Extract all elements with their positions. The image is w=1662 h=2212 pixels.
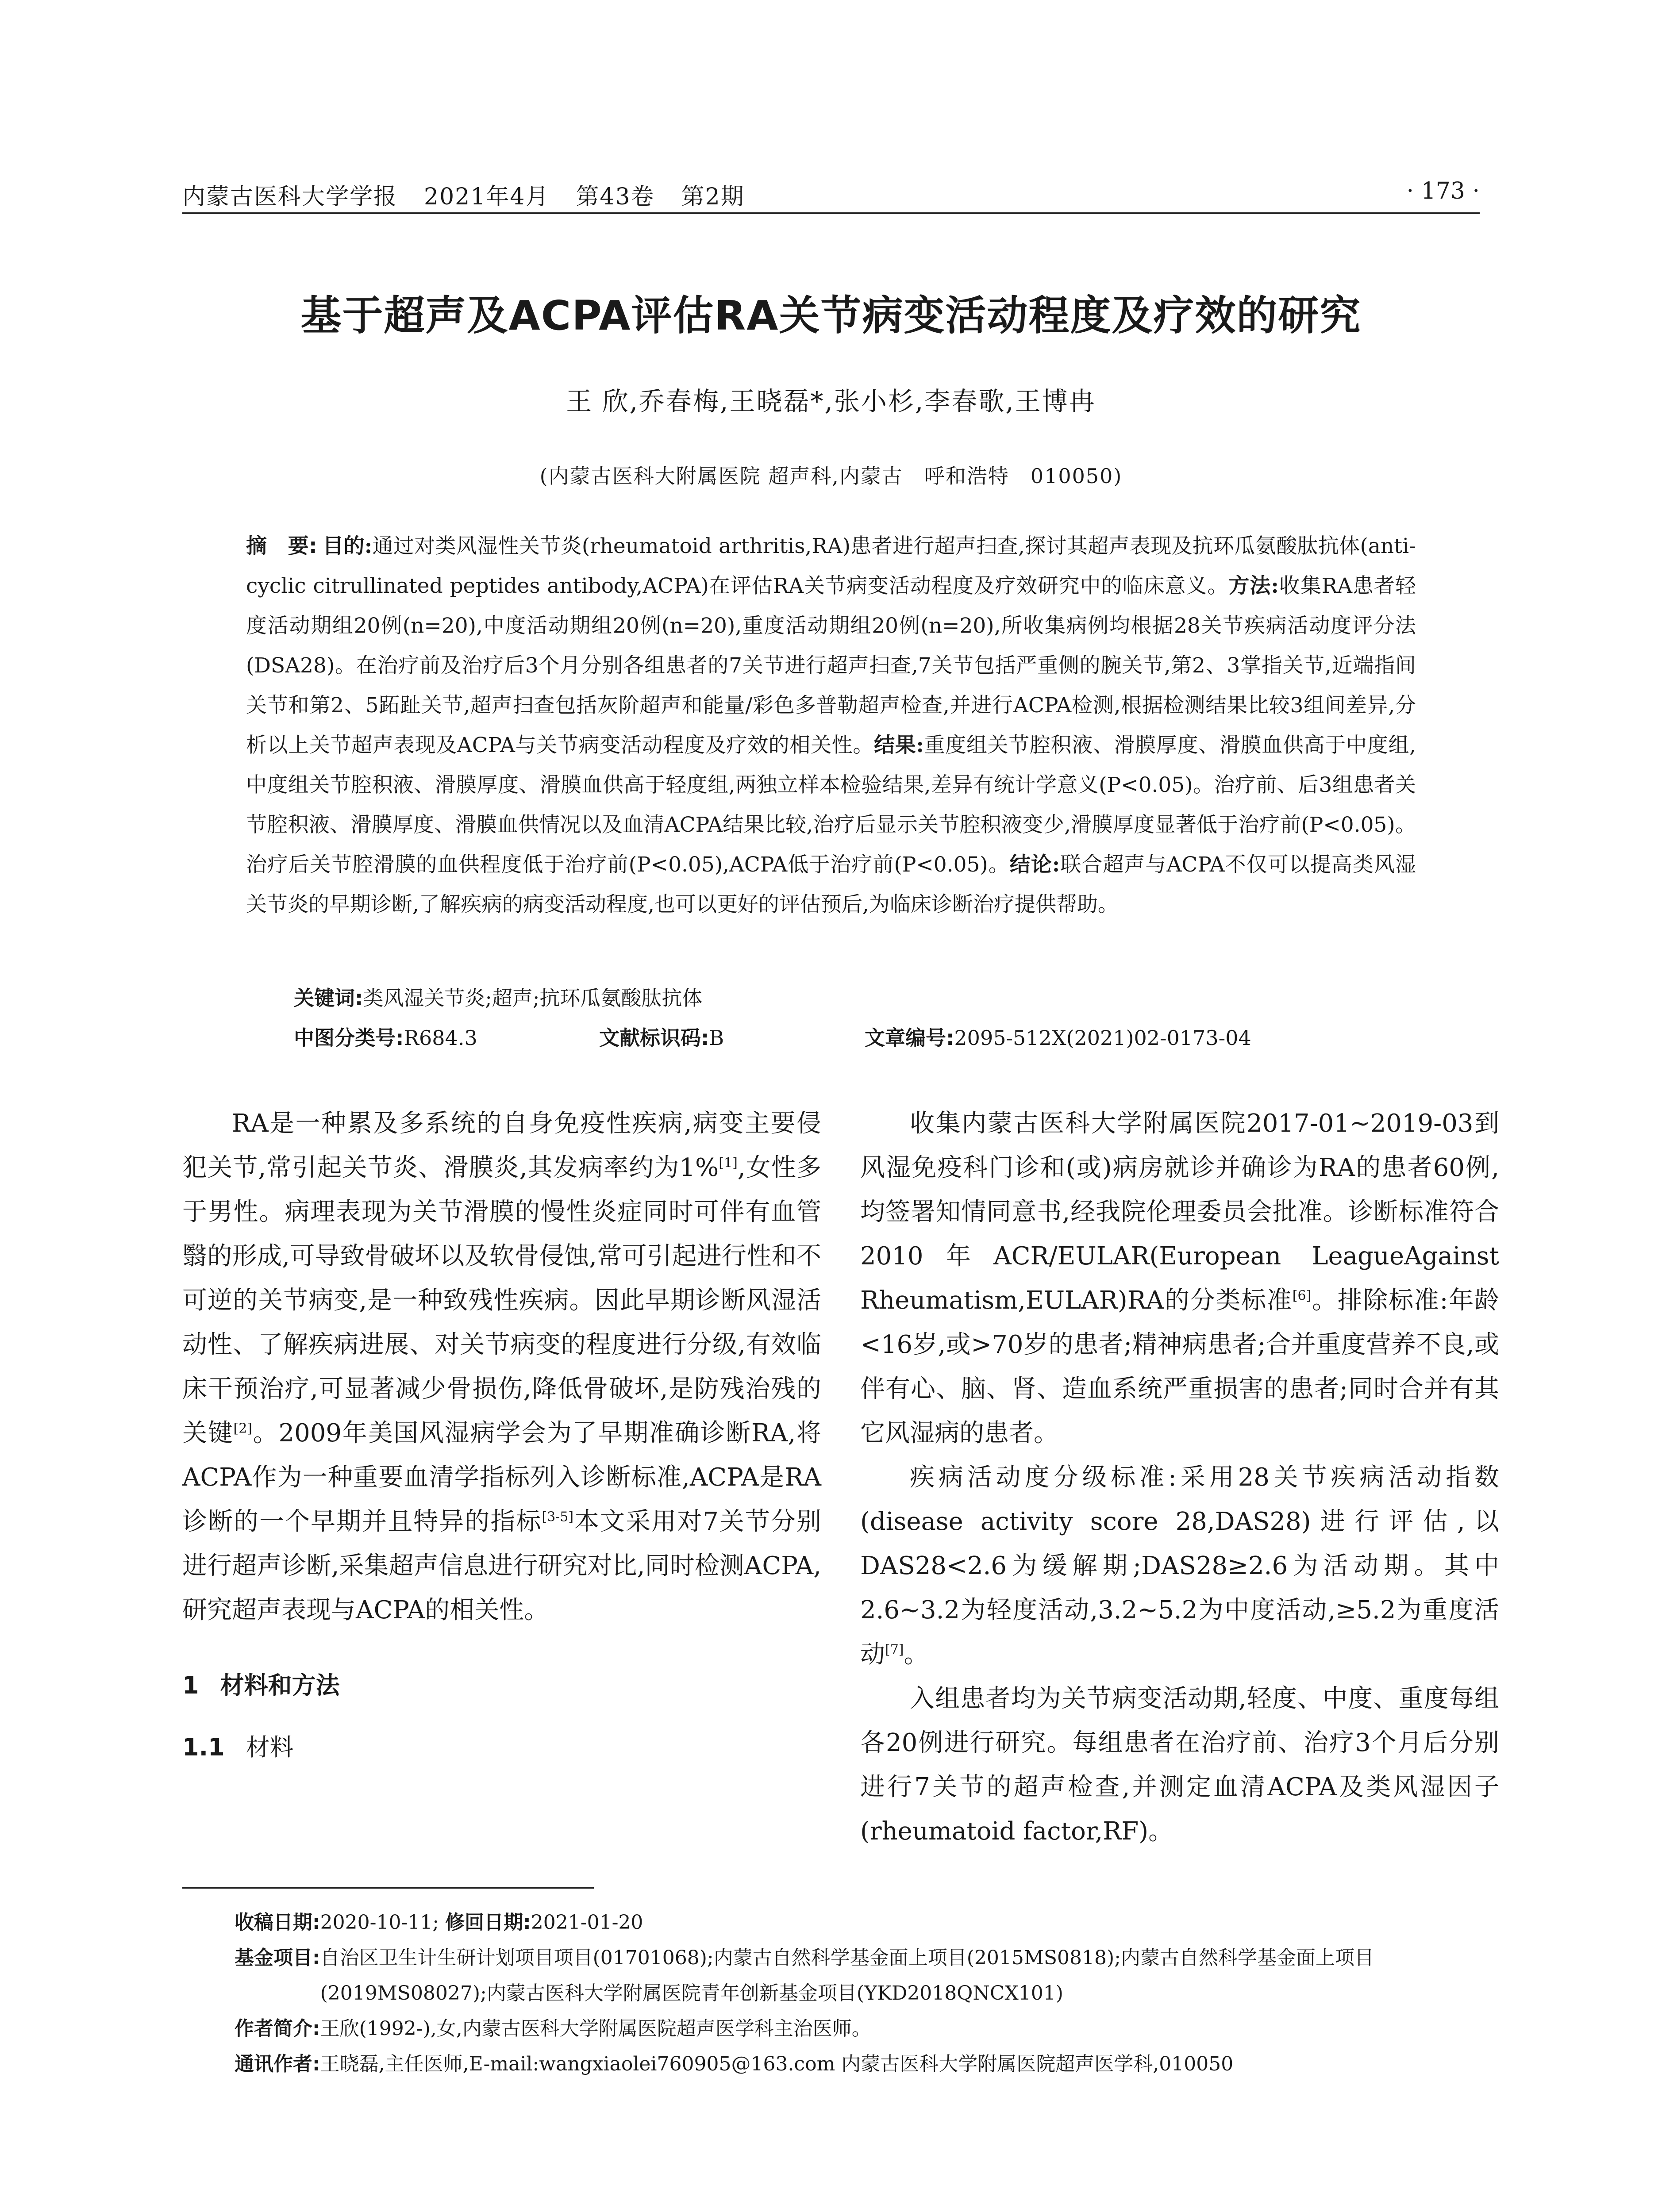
citation: [7] bbox=[885, 1642, 904, 1658]
body-column-left bbox=[182, 1102, 821, 1770]
conclusion-label: 结论: bbox=[1009, 853, 1060, 877]
results-label: 结果: bbox=[874, 733, 924, 757]
keywords-value: 类风湿关节炎;超声;抗环瓜氨酸肽抗体 bbox=[363, 986, 703, 1010]
keywords-label: 关键词: bbox=[294, 986, 363, 1010]
body-column-right bbox=[860, 1102, 1499, 1854]
citation: [2] bbox=[233, 1421, 253, 1436]
materials-paragraph: 收集内蒙古医科大学附属医院2017-01~2019-03到风湿免疫科门诊和(或)病房就诊并确诊为RA的患者60例,均签署知情同意书,经我院伦理委员会批准。诊断标准符合2010年ACR/EULAR(European LeagueAgainst Rheumatism,EULAR)RA的分类标准[6]。排除标准:年龄<16岁,或>70岁的患者;精神病患者;合并重度营养不良,或伴有心、脑、肾、造血系统严重损害的患者;同时合并有其它风湿病的患者。 bbox=[860, 1109, 1499, 1448]
journal-name: 内蒙古医科大学学报 bbox=[182, 184, 398, 210]
author-list: 王 欣,乔春梅,王晓磊*,张小杉,李春歌,王博冉 bbox=[566, 386, 1096, 416]
objective-text: 通过对类风湿性关节炎(rheumatoid arthritis,RA)患者进行超声扫查,探讨其超声表现及抗环瓜氨酸肽抗体(anti-cyclic citrullinated peptides antibody,ACPA)在评估RA关节病变活动程度及疗效研究中的临床意义。 bbox=[246, 534, 1416, 598]
issue-date: 2021年4月 bbox=[424, 184, 550, 210]
footnote-divider bbox=[182, 1887, 594, 1889]
keywords bbox=[294, 980, 1416, 1016]
methods-text: 收集RA患者轻度活动期组20例(n=20),中度活动期组20例(n=20),重度活动期组20例(n=20),所收集病例均根据28关节疾病活动度评分法(DSA28)。在治疗前及治疗后3个月分别各组患者的7关节进行超声扫查,7关节包括严重侧的腕关节,第2、3掌指关节,近端指间关节和第2、5跖趾关节,超声扫查包括灰阶超声和能量/彩色多普勒超声检查,并进行ACPA检测,根据检测结果比较3组间差异,分析以上关节超声表现及ACPA与关节病变活动程度及疗效的相关性。 bbox=[246, 574, 1416, 757]
enrollment-paragraph: 入组患者均为关节病变活动期,轻度、中度、重度每组各20例进行研究。每组患者在治疗前、治疗3个月后分别进行7关节的超声检查,并测定血清ACPA及类风湿因子(rheumatoid factor,RF)。 bbox=[860, 1684, 1499, 1846]
objective-label: 目的: bbox=[322, 534, 373, 558]
results-text: 重度组关节腔积液、滑膜厚度、滑膜血供高于中度组,中度组关节腔积液、滑膜厚度、滑膜血供高于轻度组,两独立样本检验结果,差异有统计学意义(P<0.05)。治疗前、后3组患者关节腔积液、滑膜厚度、滑膜血供情况以及血清ACPA结果比较,治疗后显示关节腔积液变少,滑膜厚度显著低于治疗前(P<0.05)。治疗后关节腔滑膜的血供程度低于治疗前(P<0.05),ACPA低于治疗前(P<0.05)。 bbox=[246, 733, 1416, 877]
clc-code: 中图分类号:R684.3 bbox=[294, 1026, 477, 1050]
document-code: 文献标识码:B bbox=[599, 1026, 724, 1050]
citation: [3-5] bbox=[542, 1509, 574, 1525]
citation: [6] bbox=[1292, 1288, 1312, 1304]
citation: [1] bbox=[719, 1155, 738, 1171]
footnote-dates: 收稿日期:2020-10-11; 修回日期:2021-01-20 bbox=[235, 1911, 643, 1934]
methods-label: 方法: bbox=[1228, 574, 1279, 598]
section-heading: 1 材料和方法 bbox=[182, 1671, 340, 1699]
affiliation: (内蒙古医科大附属医院 超声科,内蒙古 呼和浩特 010050) bbox=[539, 464, 1123, 488]
intro-paragraph: RA是一种累及多系统的自身免疫性疾病,病变主要侵犯关节,常引起关节炎、滑膜炎,其发病率约为1%[1],女性多于男性。病理表现为关节滑膜的慢性炎症同时可伴有血管翳的形成,可导致骨破坏以及软骨侵蚀,常可引起进行性和不可逆的关节病变,是一种致残性疾病。因此早期诊断风湿活动性、了解疾病进展、对关节病变的程度进行分级,有效临床干预治疗,可显著减少骨损伤,降低骨破坏,是防残治残的关键[2]。2009年美国风湿病学会为了早期准确诊断RA,将ACPA作为一种重要血清学指标列入诊断标准,ACPA是RA诊断的一个早期并且特异的指标[3-5]本文采用对7关节分别进行超声诊断,采集超声信息进行研究对比,同时检测ACPA,研究超声表现与ACPA的相关性。 bbox=[182, 1109, 822, 1624]
article-title: 基于超声及ACPA评估RA关节病变活动程度及疗效的研究 bbox=[300, 292, 1362, 339]
abstract-label: 摘 要: bbox=[246, 534, 317, 558]
activity-grading-paragraph: 疾病活动度分级标准:采用28关节疾病活动指数(disease activity score 28,DAS28)进行评估,以DAS28<2.6为缓解期;DAS28≥2.6为活动期。其中2.6~3.2为轻度活动,3.2~5.2为中度活动,≥5.2为重度活动[7]。 bbox=[860, 1463, 1499, 1669]
abstract bbox=[246, 526, 1416, 925]
footnote-funding: 基金项目: 自治区卫生计生研计划项目项目(01701068);内蒙古自然科学基金面上项目(2015MS0818);内蒙古自然科学基金面上项目(2019MS08027);内蒙古医科大学附属医院青年创新基金项目(YKD2018QNCX101) bbox=[235, 1947, 1374, 2005]
footnotes bbox=[235, 1905, 1465, 2082]
footnote-author-bio: 作者简介: 王欣(1992-),女,内蒙古医科大学附属医院超声医学科主治医师。 bbox=[235, 2017, 871, 2040]
footnote-corresponding-author: 通讯作者: 王晓磊,主任医师,E-mail:wangxiaolei760905@163.com 内蒙古医科大学附属医院超声医学科,010050 bbox=[235, 2053, 1234, 2075]
volume: 第43卷 bbox=[576, 184, 655, 210]
conclusion-text: 联合超声与ACPA不仅可以提高类风湿关节炎的早期诊断,了解疾病的病变活动程度,也可以更好的评估预后,为临床诊断治疗提供帮助。 bbox=[246, 853, 1416, 917]
running-header bbox=[182, 173, 1480, 214]
journal-info bbox=[182, 178, 771, 211]
article-number: 文章编号:2095-512X(2021)02-0173-04 bbox=[865, 1026, 1251, 1050]
subsection-heading: 1.1 材料 bbox=[182, 1733, 294, 1761]
page-number: · 173 · bbox=[1406, 178, 1480, 204]
issue: 第2期 bbox=[681, 184, 745, 210]
